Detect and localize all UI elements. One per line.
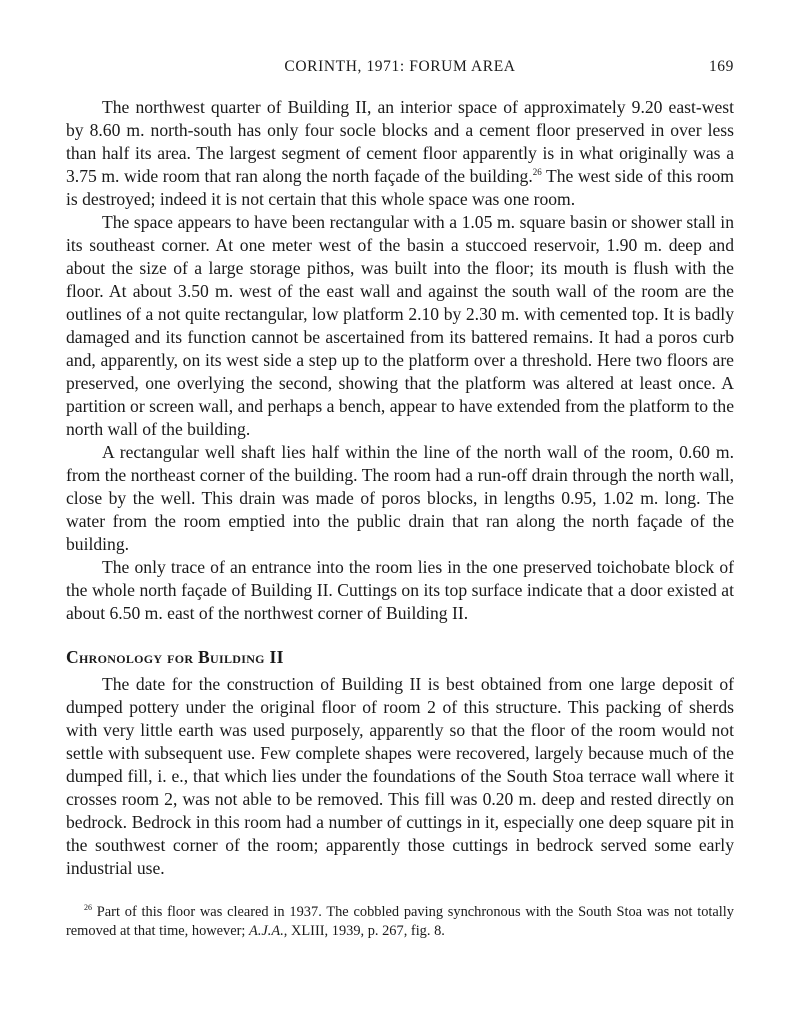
running-head bbox=[66, 58, 734, 82]
paragraph-text: The west side of this room is destroyed; indeed it is not certain that this whole space was one room. bbox=[66, 166, 734, 209]
footnote-journal: A.J.A. bbox=[249, 922, 284, 939]
page bbox=[66, 58, 734, 940]
footnote-citation: , XLIII, 1939, p. 267, fig. 8. bbox=[283, 922, 445, 939]
running-head-title: CORINTH, 1971: FORUM AREA bbox=[284, 58, 516, 75]
paragraph-well-shaft: A rectangular well shaft lies half within the line of the north wall of the room, 0.60 m. from the northeast corner of the building. The room had a run-off drain through the north wall, close by the well. This drain was made of poros blocks, in lengths 0.95, 1.02 m. long. The water from the room emptied into the public drain that ran along the north façade of the building. bbox=[66, 442, 734, 554]
paragraph-entrance: The only trace of an entrance into the room lies in the one preserved toichobate block of the whole north façade of Building II. Cuttings on its top surface indicate that a door existed at about 6.50 m. east of the northwest corner of Building II. bbox=[66, 557, 734, 623]
body-text bbox=[66, 96, 734, 880]
footnote bbox=[66, 903, 734, 940]
paragraph-chronology: The date for the construction of Building II is best obtained from one large deposit of dumped pottery under the original floor of room 2 of this structure. This packing of sherds with very little earth was used purposely, apparently so that the floor of the room would not settle with subsequent use. Few complete shapes were recovered, largely because much of the dumped fill, i. e., that which lies under the foundations of the South Stoa terrace wall where it crosses room 2, was not able to be removed. This fill was 0.20 m. deep and rested directly on bedrock. Bedrock in this room had a number of cuttings in it, especially one deep square pit in the southwest corner of the room; apparently those cuttings in bedrock served some early industrial use. bbox=[66, 674, 734, 878]
footnote-mark: 26 bbox=[84, 903, 92, 913]
paragraph-room-layout: The space appears to have been rectangular with a 1.05 m. square basin or shower stall in its southeast corner. At one meter west of the basin a stuccoed reservoir, 1.90 m. deep and about the size of a large storage pithos, was built into the floor; its mouth is flush with the floor. At about 3.50 m. west of the east wall and against the south wall of the room are the outlines of a not quite rectangular, low platform 2.10 by 2.30 m. with cemented top. It is badly damaged and its function cannot be ascertained from its battered remains. It had a poros curb and, apparently, on its west side a step up to the platform over a threshold. Here two floors are preserved, one overlying the second, showing that the platform was altered at least once. A partition or screen wall, and perhaps a bench, appear to have extended from the platform to the north wall of the building. bbox=[66, 212, 734, 439]
footnote-reference: 26 bbox=[532, 167, 542, 178]
section-heading: Chronology for Building II bbox=[66, 647, 284, 667]
paragraph-northwest-quarter bbox=[66, 96, 734, 211]
footnote-text: Part of this floor was cleared in 1937. The cobbled paving synchronous with the South Stoa was not totally removed at that time, however; bbox=[66, 904, 734, 939]
page-number: 169 bbox=[708, 58, 734, 75]
paragraph-text: The northwest quarter of Building II, an interior space of approximately 9.20 east-west by 8.60 m. north-south has only four socle blocks and a cement floor preserved in over less than half its area. The largest segment of cement floor apparently is in what originally was a 3.75 m. wide room that ran along the north façade of the building. bbox=[66, 97, 734, 186]
